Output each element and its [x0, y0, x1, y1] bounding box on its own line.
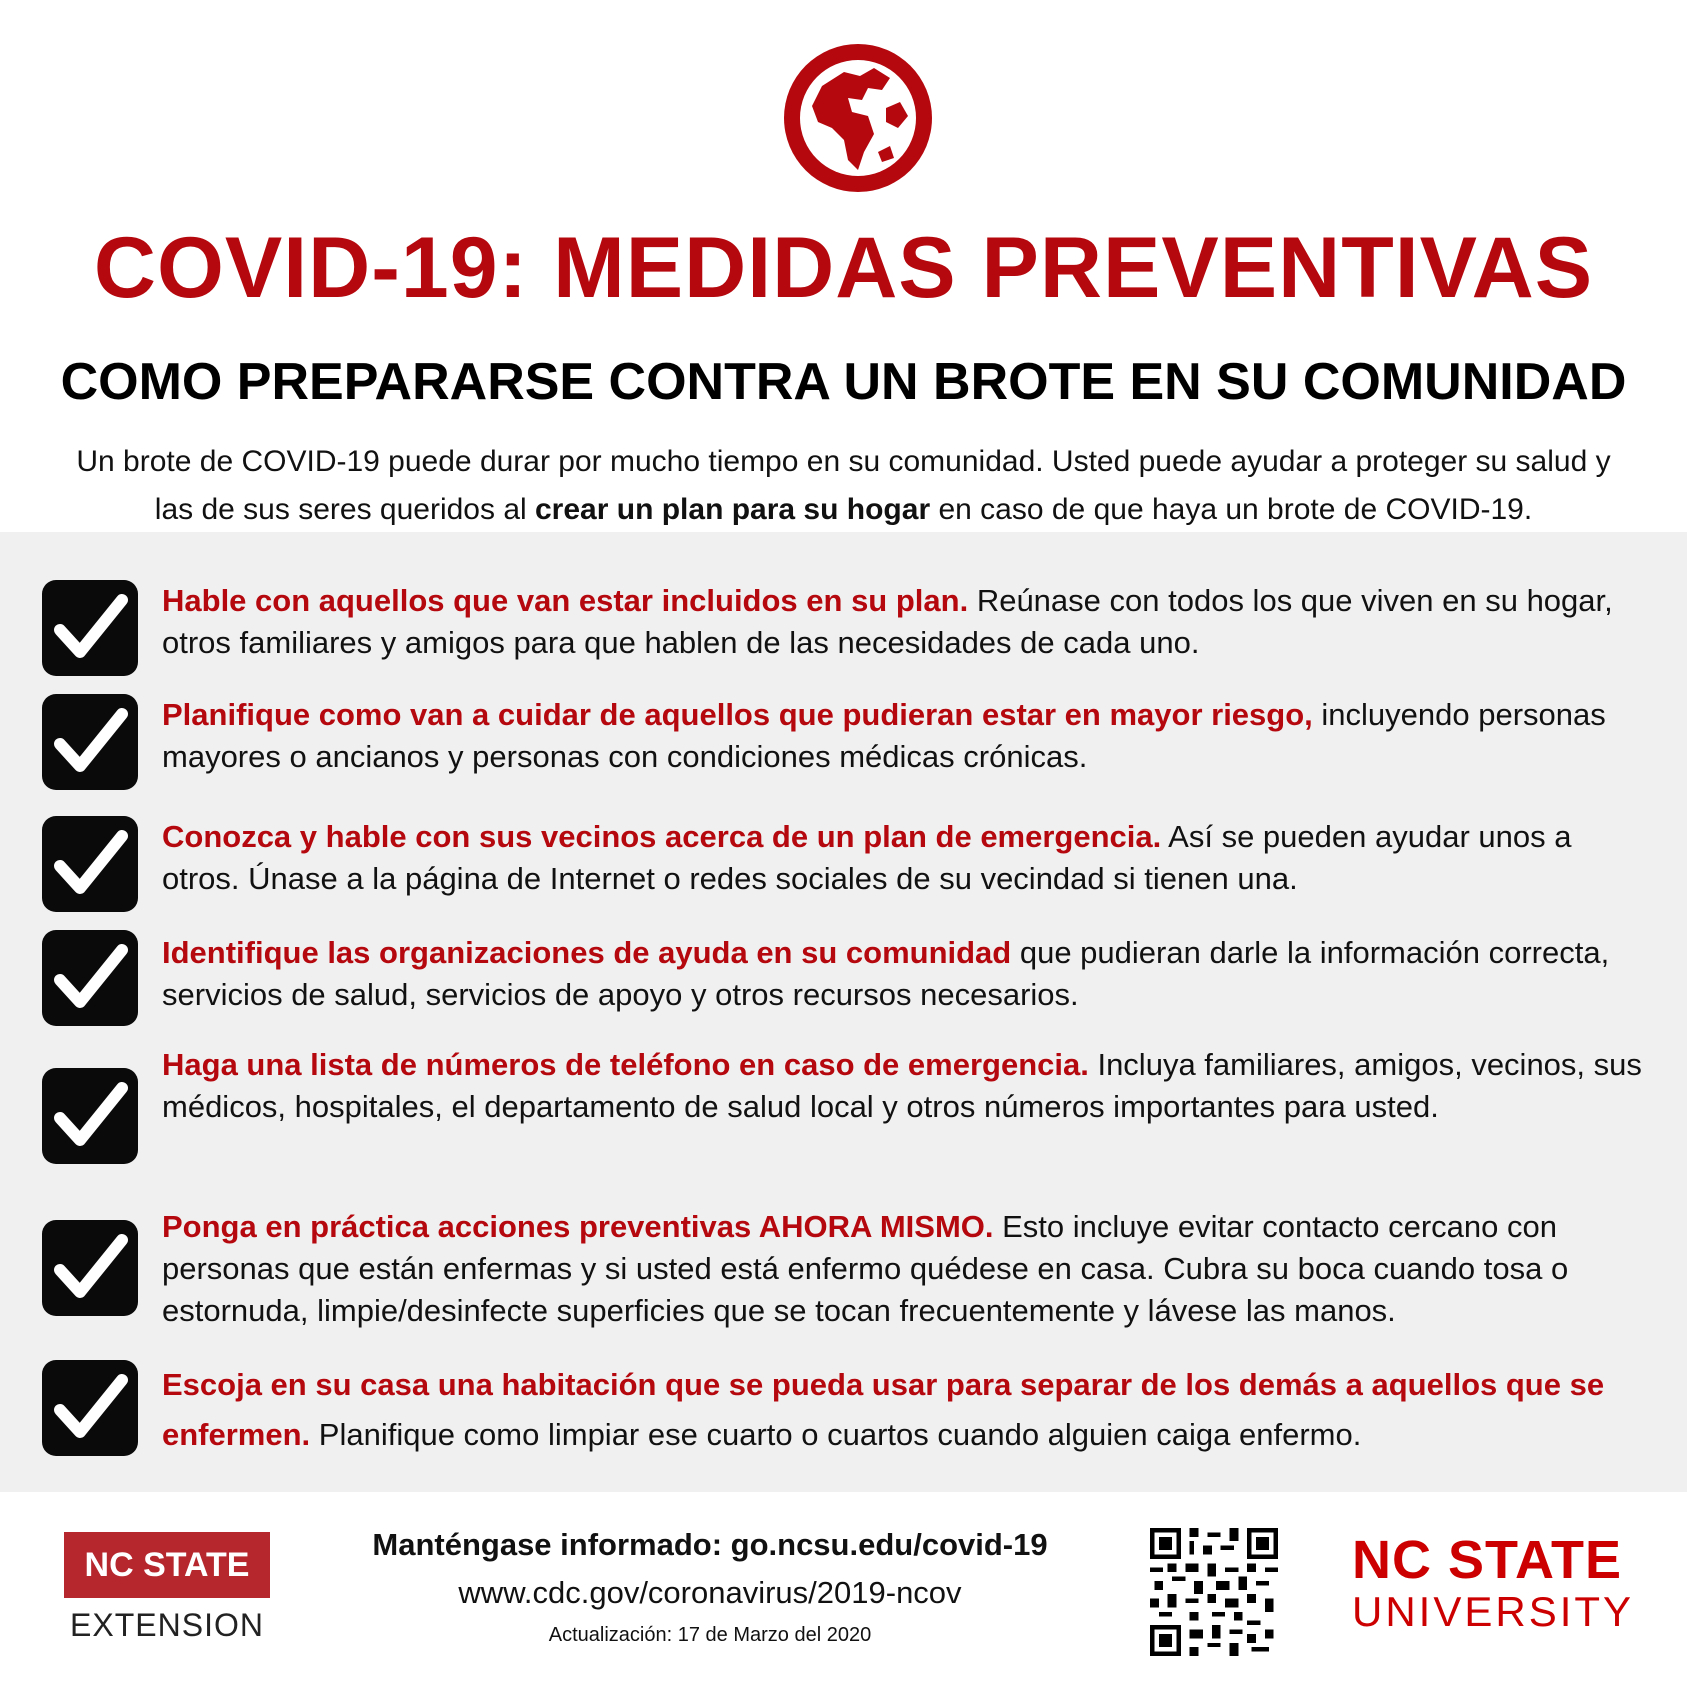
page-subtitle: COMO PREPARARSE CONTRA UN BROTE EN SU COMUNIDAD	[60, 353, 1627, 411]
checklist-item-text	[162, 1206, 1652, 1332]
info-block	[330, 1522, 1090, 1652]
checklist-item-body: Planifique como limpiar ese cuarto o cuartos cuando alguien caiga enfermo.	[310, 1417, 1362, 1452]
checklist-item-text	[162, 816, 1652, 900]
checkmark-icon	[42, 694, 138, 790]
checklist-item-heading: Escoja en su casa una habitación que se pueda usar para separar de los demás a aquellos que se enfermen.	[162, 1367, 1605, 1452]
checklist-item-body: incluyendo personas mayores o ancianos y personas con condiciones médicas crónicas.	[162, 697, 1606, 774]
checklist-item-text	[162, 1044, 1652, 1128]
checklist-item-text	[162, 694, 1652, 778]
university-label: UNIVERSITY	[1352, 1588, 1635, 1635]
checklist-item-heading: Planifique como van a cuidar de aquellos que pudieran estar en mayor riesgo,	[162, 697, 1313, 732]
footer	[0, 1492, 1687, 1687]
intro-text-end: en caso de que haya un brote de COVID-19.	[930, 493, 1533, 526]
checkmark-icon	[42, 580, 138, 676]
intro-text: Un brote de COVID-19 puede durar por mucho tiempo en su comunidad. Usted puede ayudar a proteger su salud y las de sus seres queridos al	[76, 445, 1611, 526]
checklist-item-heading: Hable con aquellos que van estar incluidos en su plan.	[162, 583, 969, 618]
checklist-item-text	[162, 580, 1652, 664]
extension-logo: NC STATE	[64, 1532, 270, 1598]
intro-paragraph	[60, 438, 1627, 534]
qr-code-icon	[1150, 1528, 1278, 1656]
checkmark-icon	[42, 930, 138, 1026]
checklist-item-body: Incluya familiares, amigos, vecinos, sus médicos, hospitales, el departamento de salud local y otros números importantes para usted.	[162, 1047, 1642, 1124]
extension-label: EXTENSION	[70, 1607, 264, 1643]
checklist-item-body: Así se pueden ayudar unos a otros. Únase a la página de Internet o redes sociales de su vecindad si tienen una.	[162, 819, 1572, 896]
checklist-item-text	[162, 932, 1652, 1016]
checkmark-icon	[42, 816, 138, 912]
checklist-item-heading: Identifique las organizaciones de ayuda en su comunidad	[162, 935, 1012, 970]
checkmark-icon	[42, 1360, 138, 1456]
intro-emphasis: crear un plan para su hogar	[535, 493, 931, 526]
university-name: NC STATE	[1352, 1530, 1622, 1590]
update-date: Actualización: 17 de Marzo del 2020	[548, 1624, 872, 1646]
checkmark-icon	[42, 1068, 138, 1164]
cdc-link[interactable]: www.cdc.gov/coronavirus/2019-ncov	[458, 1575, 962, 1610]
checklist-item-heading: Ponga en práctica acciones preventivas AHORA MISMO.	[162, 1209, 994, 1244]
checklist-item-body: Reúnase con todos los que viven en su hogar, otros familiares y amigos para que hablen de las necesidades de cada uno.	[162, 583, 1613, 660]
globe-icon	[782, 42, 934, 194]
checklist-item-heading: Conozca y hable con sus vecinos acerca de un plan de emergencia.	[162, 819, 1162, 854]
checklist-item-heading: Haga una lista de números de teléfono en caso de emergencia.	[162, 1047, 1089, 1082]
page-title: COVID-19: MEDIDAS PREVENTIVAS	[93, 220, 1594, 316]
checkmark-icon	[42, 1220, 138, 1316]
checklist-item-text	[162, 1360, 1652, 1460]
university-logo	[1352, 1532, 1652, 1636]
info-main-link[interactable]: Manténgase informado: go.ncsu.edu/covid-19	[372, 1527, 1048, 1562]
checklist-item-body: Esto incluye evitar contacto cercano con personas que están enfermas y si usted está enfermo quédese en casa. Cubra su boca cuando tosa o estornuda, limpie/desinfecte superficies que se tocan frecuentemente y lávese las manos.	[162, 1209, 1569, 1328]
checklist-item-body: que pudieran darle la información correcta, servicios de salud, servicios de apoyo y otros recursos necesarios.	[162, 935, 1610, 1012]
